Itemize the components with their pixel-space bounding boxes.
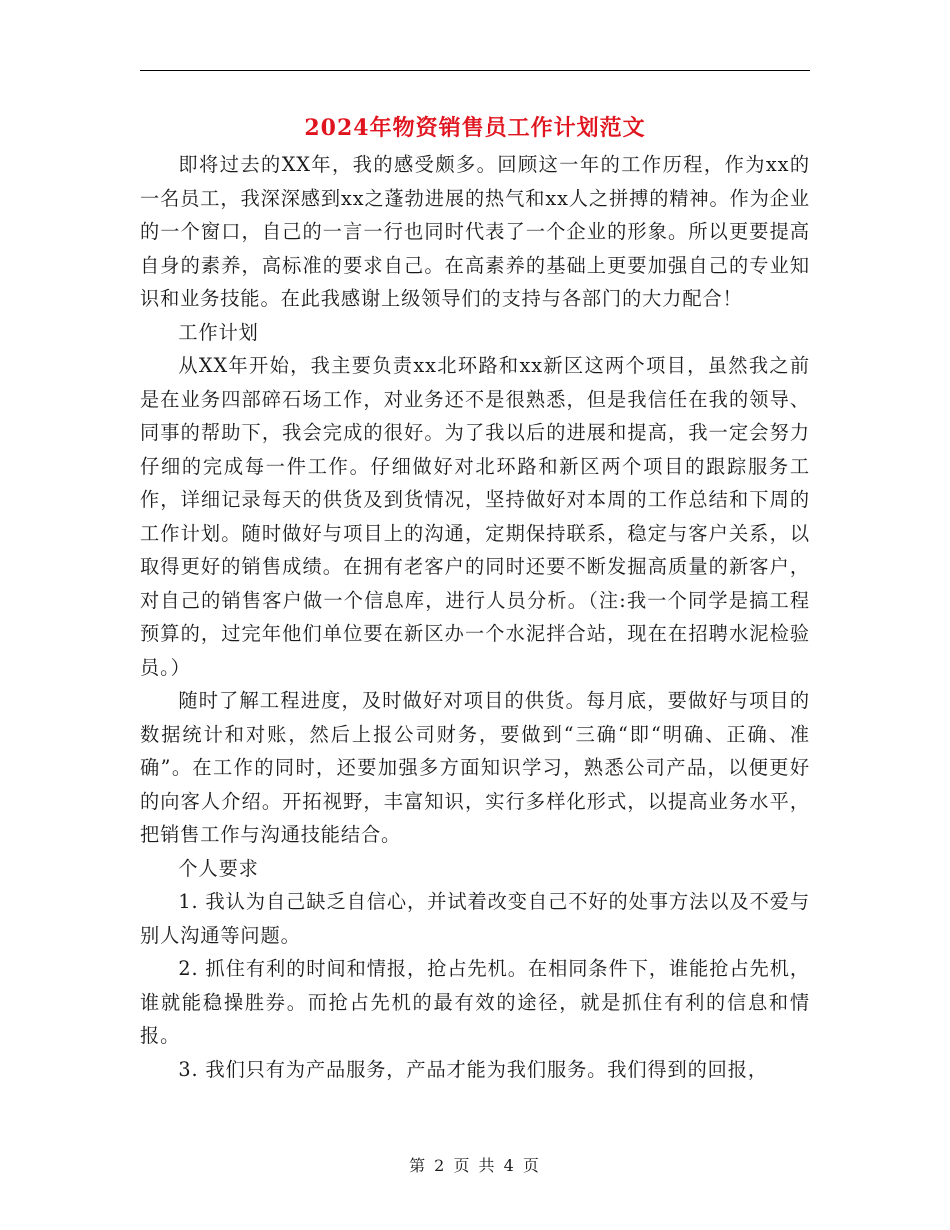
section-heading-work-plan: 工作计划 — [178, 320, 259, 344]
header-rule — [140, 70, 810, 71]
list-item-3: 3. 我们只有为产品服务，产品才能为我们服务。我们得到的回报， — [178, 1057, 768, 1081]
document-body — [140, 148, 810, 1086]
list-item-1: 1. 我认为自己缺乏自信心，并试着改变自己不好的处事方法以及不爱与别人沟通等问题。 — [140, 890, 810, 947]
document-title: 2024年物资销售员工作计划范文 — [304, 115, 646, 141]
paragraph-intro: 即将过去的XX年，我的感受颇多。回顾这一年的工作历程，作为xx的一名员工，我深深感到xx之蓬勃进展的热气和xx人之拼搏的精神。作为企业的一个窗口，自己的一言一行也同时代表了一个企业的形象。所以更要提高自身的素养，高标准的要求自己。在高素养的基础上更要加强自己的专业知识和业务技能。在此我感谢上级领导们的支持与各部门的大力配合！ — [140, 153, 810, 310]
list-item-2: 2. 抓住有利的时间和情报，抢占先机。在相同条件下，谁能抢占先机，谁就能稳操胜券。而抢占先机的最有效的途径，就是抓住有利的信息和情报。 — [140, 957, 810, 1047]
section-heading-personal-requirements: 个人要求 — [178, 856, 259, 880]
paragraph-progress: 随时了解工程进度，及时做好对项目的供货。每月底，要做好与项目的数据统计和对账，然后上报公司财务，要做到“三确“即“明确、正确、准确”。在工作的同时，还要加强多方面知识学习，熟悉公司产品，以便更好的向客人介绍。开拓视野，丰富知识，实行多样化形式，以提高业务水平，把销售工作与沟通技能结合。 — [140, 689, 810, 846]
paragraph-projects: 从XX年开始，我主要负责xx北环路和xx新区这两个项目，虽然我之前是在业务四部碎石场工作，对业务还不是很熟悉，但是我信任在我的领导、同事的帮助下，我会完成的很好。为了我以后的进展和提高，我一定会努力仔细的完成每一件工作。仔细做好对北环路和新区两个项目的跟踪服务工作，详细记录每天的供货及到货情况，坚持做好对本周的工作总结和下周的工作计划。随时做好与项目上的沟通，定期保持联系，稳定与客户关系，以取得更好的销售成绩。在拥有老客户的同时还要不断发掘高质量的新客户，对自己的销售客户做一个信息库，进行人员分析。（注:我一个同学是搞工程预算的，过完年他们单位要在新区办一个水泥拌合站，现在在招聘水泥检验员。） — [140, 354, 810, 679]
page-number-footer: 第 2 页 共 4 页 — [409, 1156, 541, 1175]
